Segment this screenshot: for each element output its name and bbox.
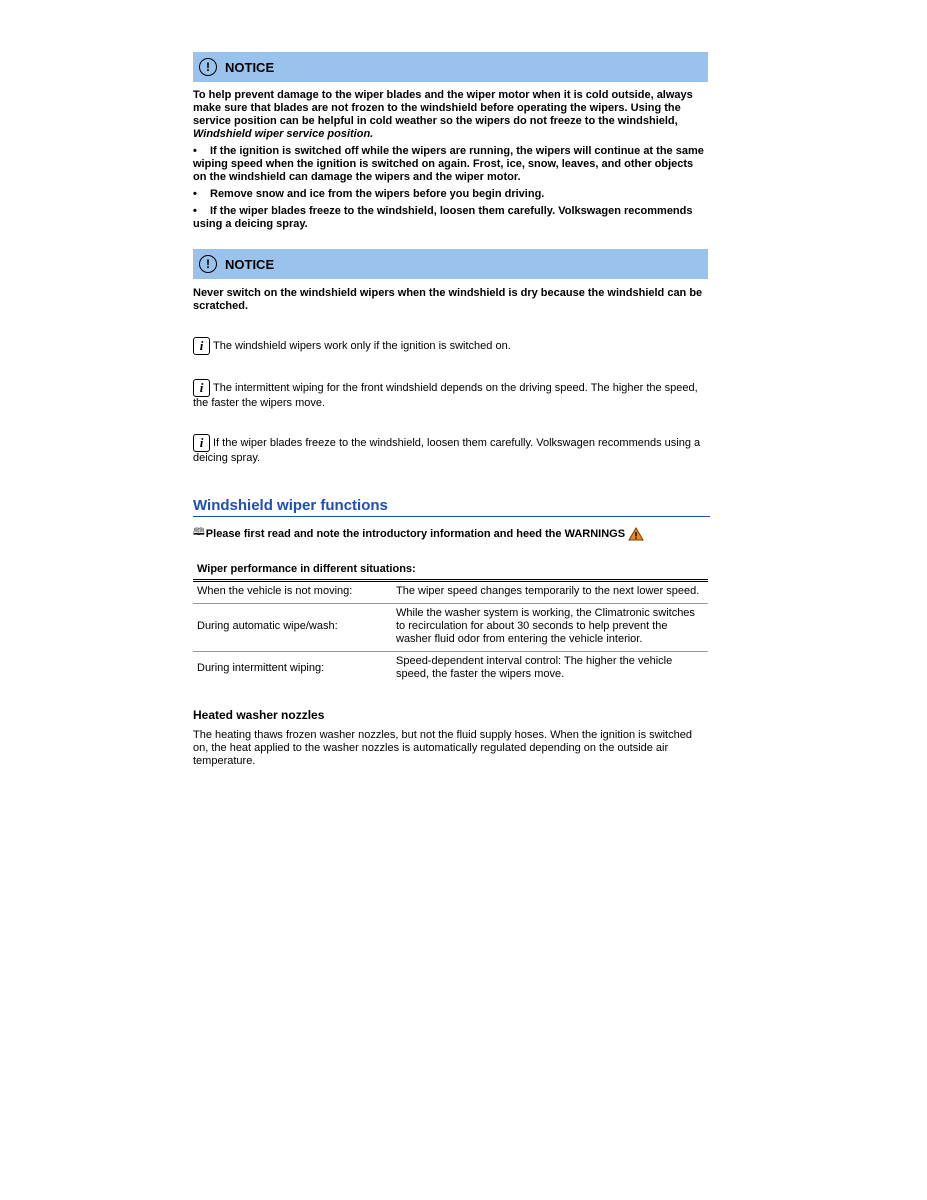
table-row <box>193 582 708 604</box>
subheading: Heated washer nozzles <box>193 708 325 722</box>
notice-bullet <box>193 188 708 201</box>
notice-title: NOTICE <box>225 59 275 75</box>
info-text: The intermittent wiping for the front windshield depends on the driving speed. The higher the speed, the faster the wipers move. <box>193 382 698 409</box>
notice-body <box>193 89 708 231</box>
table-cell: While the washer system is working, the Climatronic switches to recirculation for about 30 seconds to help prevent the washer fluid odor from entering the vehicle interior. <box>392 604 708 652</box>
notice-title: NOTICE <box>225 256 275 272</box>
notice-header <box>193 52 708 82</box>
table-cell: When the vehicle is not moving: <box>193 582 392 604</box>
table-row <box>193 652 708 687</box>
table-cell: During intermittent wiping: <box>197 661 325 674</box>
notice-bullet <box>193 145 708 184</box>
info-icon: i <box>193 337 210 355</box>
notice-intro: To help prevent damage to the wiper blades and the wiper motor when it is cold outside, always make sure that blades are not frozen to the windshield before operating the wipers. Using the service position can be helpful in cold weather so the wipers do not freeze to the windshield, <box>193 89 693 127</box>
book-icon: 🕮 <box>193 527 205 538</box>
read-first-text[interactable]: Please first read and note the introductory information and heed the WARNINGS <box>205 527 626 540</box>
bullet-dot: • <box>193 145 197 157</box>
info-note <box>193 379 708 410</box>
info-note <box>193 337 708 355</box>
info-text: If the wiper blades freeze to the windshield, loosen them carefully. Volkswagen recommends using a deicing spray. <box>193 437 701 464</box>
bullet-text: If the wiper blades freeze to the windshield, loosen them carefully. Volkswagen recommends using a deicing spray. <box>193 205 693 230</box>
info-text: The windshield wipers work only if the ignition is switched on. <box>213 340 511 352</box>
table-caption: Wiper performance in different situations: <box>193 563 708 582</box>
info-icon: i <box>193 434 210 452</box>
wiper-performance-table <box>193 582 708 686</box>
service-position-link[interactable]: Windshield wiper service position. <box>193 128 374 140</box>
notice-header <box>193 249 708 279</box>
info-note <box>193 434 708 465</box>
bullet-dot: • <box>193 188 197 200</box>
table-cell: During automatic wipe/wash: <box>193 604 392 652</box>
notice-body: Never switch on the windshield wipers when the windshield is dry because the windshield can be scratched. <box>193 287 703 312</box>
page-content <box>193 52 708 768</box>
table-row <box>193 604 708 652</box>
exclamation-circle-icon: ! <box>199 255 217 273</box>
bullet-dot: • <box>193 205 197 217</box>
paragraph: The heating thaws frozen washer nozzles, but not the fluid supply hoses. When the ignition is switched on, the heat applied to the washer nozzles is automatically regulated depending on the outside air temperature. <box>193 729 692 767</box>
bullet-text: If the ignition is switched off while the wipers are running, the wipers will continue at the same wiping speed when the ignition is switched on again. Frost, ice, snow, leaves, and other objects on the windshield can damage the wipers and the wiper motor. <box>193 145 704 183</box>
read-first-note <box>193 525 708 542</box>
notice-bullet <box>193 205 708 231</box>
info-icon: i <box>193 379 210 397</box>
table-cell: The wiper speed changes temporarily to the next lower speed. <box>392 582 708 604</box>
exclamation-circle-icon: ! <box>199 58 217 76</box>
warning-triangle-icon[interactable] <box>628 527 644 541</box>
table-cell: Speed-dependent interval control: The higher the vehicle speed, the faster the wipers move. <box>396 655 673 680</box>
bullet-text: Remove snow and ice from the wipers before you begin driving. <box>210 188 545 200</box>
section-heading: Windshield wiper functions <box>193 497 710 517</box>
